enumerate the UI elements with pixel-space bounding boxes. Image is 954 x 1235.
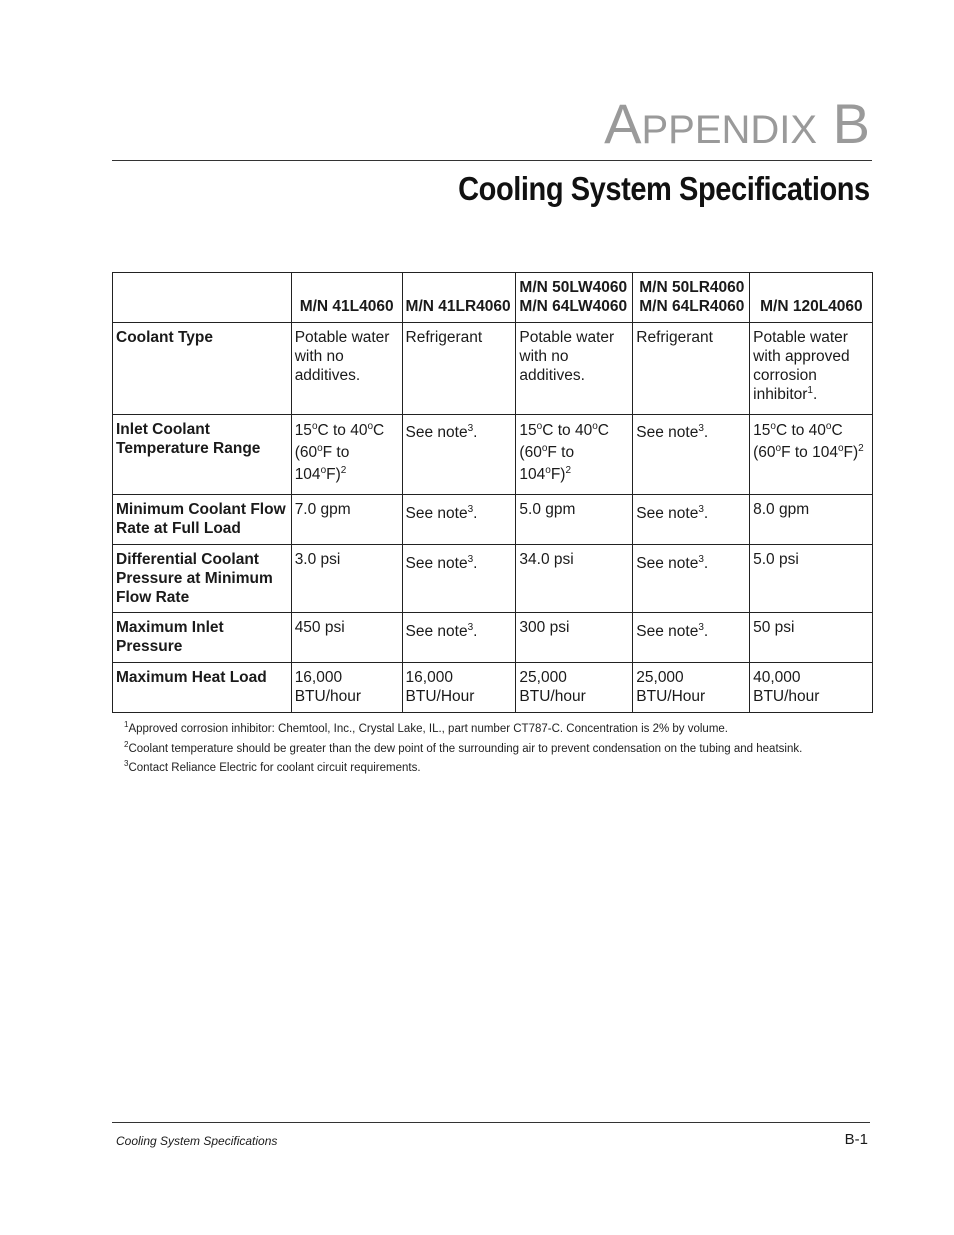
footnote: $^3$Contact Reliance Electric for coolant circuit requirements. — [124, 759, 421, 774]
col-header: M/N 50LR4060 M/N 64LR4060 — [633, 273, 750, 323]
table-cell: See note$^3$. — [633, 545, 750, 613]
table-cell: 25,000 BTU/Hour — [633, 663, 750, 713]
table-row — [113, 415, 873, 495]
table-header-row — [113, 273, 873, 323]
table-cell: Potable water with approved corrosion inhibitor$^1$. — [750, 323, 873, 415]
table-cell: 16,000 BTU/Hour — [402, 663, 516, 713]
row-label: Differential Coolant Pressure at Minimum Flow Rate — [113, 545, 292, 613]
row-label: Maximum Heat Load — [113, 663, 292, 713]
table-cell: 50 psi — [750, 613, 873, 663]
appendix-word: PPENDIX — [641, 108, 818, 152]
table-cell: 40,000 BTU/hour — [750, 663, 873, 713]
table-cell: 15$^o$C to 40$^o$C (60$^o$F to 104$^o$F)$^2$ — [291, 415, 402, 495]
col-header: M/N 41LR4060 — [402, 273, 516, 323]
table-cell: 3.0 psi — [291, 545, 402, 613]
table-cell: See note$^3$. — [402, 415, 516, 495]
footnotes — [124, 720, 802, 779]
row-label: Maximum Inlet Pressure — [113, 613, 292, 663]
table-cell: 8.0 gpm — [750, 495, 873, 545]
row-label: Inlet Coolant Temperature Range — [113, 415, 292, 495]
footer-title: Cooling System Specifications — [116, 1134, 278, 1148]
table-row — [113, 663, 873, 713]
table-cell: See note$^3$. — [402, 545, 516, 613]
table-row — [113, 495, 873, 545]
row-label: Coolant Type — [113, 323, 292, 415]
header-rule — [112, 160, 872, 161]
table-cell: See note$^3$. — [633, 613, 750, 663]
table-cell: See note$^3$. — [633, 495, 750, 545]
col-header: M/N 50LW4060 M/N 64LW4060 — [516, 273, 633, 323]
col-header: M/N 120L4060 — [750, 273, 873, 323]
table-cell: Refrigerant — [402, 323, 516, 415]
table-cell: See note$^3$. — [633, 415, 750, 495]
table-cell: Refrigerant — [633, 323, 750, 415]
appendix-initial: A — [604, 92, 642, 155]
appendix-heading — [604, 92, 870, 155]
footnote: $^2$Coolant temperature should be greater than the dew point of the surrounding air to prevent condensation on the tubing and heatsink. — [124, 739, 803, 755]
table-cell: 7.0 gpm — [291, 495, 402, 545]
table-row — [113, 613, 873, 663]
spec-table — [112, 272, 873, 713]
col-header: M/N 41L4060 — [291, 273, 402, 323]
footnote: $^1$Approved corrosion inhibitor: Chemtool, Inc., Crystal Lake, IL., part number CT787-C. Concentration is 2% by volume. — [124, 720, 729, 735]
table-cell: 300 psi — [516, 613, 633, 663]
table-cell: 5.0 gpm — [516, 495, 633, 545]
table-cell: 450 psi — [291, 613, 402, 663]
table-cell: 16,000 BTU/hour — [291, 663, 402, 713]
table-cell: 15$^o$C to 40$^o$C (60$^o$F to 104$^o$F)$^2$ — [750, 415, 873, 495]
table-row — [113, 545, 873, 613]
table-cell: 25,000 BTU/hour — [516, 663, 633, 713]
table-cell: See note$^3$. — [402, 495, 516, 545]
table-cell: 34.0 psi — [516, 545, 633, 613]
table-cell: Potable water with no additives. — [291, 323, 402, 415]
appendix-letter: B — [832, 92, 870, 155]
table-cell: 15$^o$C to 40$^o$C (60$^o$F to 104$^o$F)$^2$ — [516, 415, 633, 495]
page-title: Cooling System Specifications — [458, 170, 870, 207]
footer-rule — [112, 1122, 870, 1123]
table-cell: See note$^3$. — [402, 613, 516, 663]
table-cell: 5.0 psi — [750, 545, 873, 613]
table-cell: Potable water with no additives. — [516, 323, 633, 415]
header-empty — [113, 273, 292, 323]
table-row — [113, 323, 873, 415]
page-number: B-1 — [844, 1131, 868, 1148]
row-label: Minimum Coolant Flow Rate at Full Load — [113, 495, 292, 545]
